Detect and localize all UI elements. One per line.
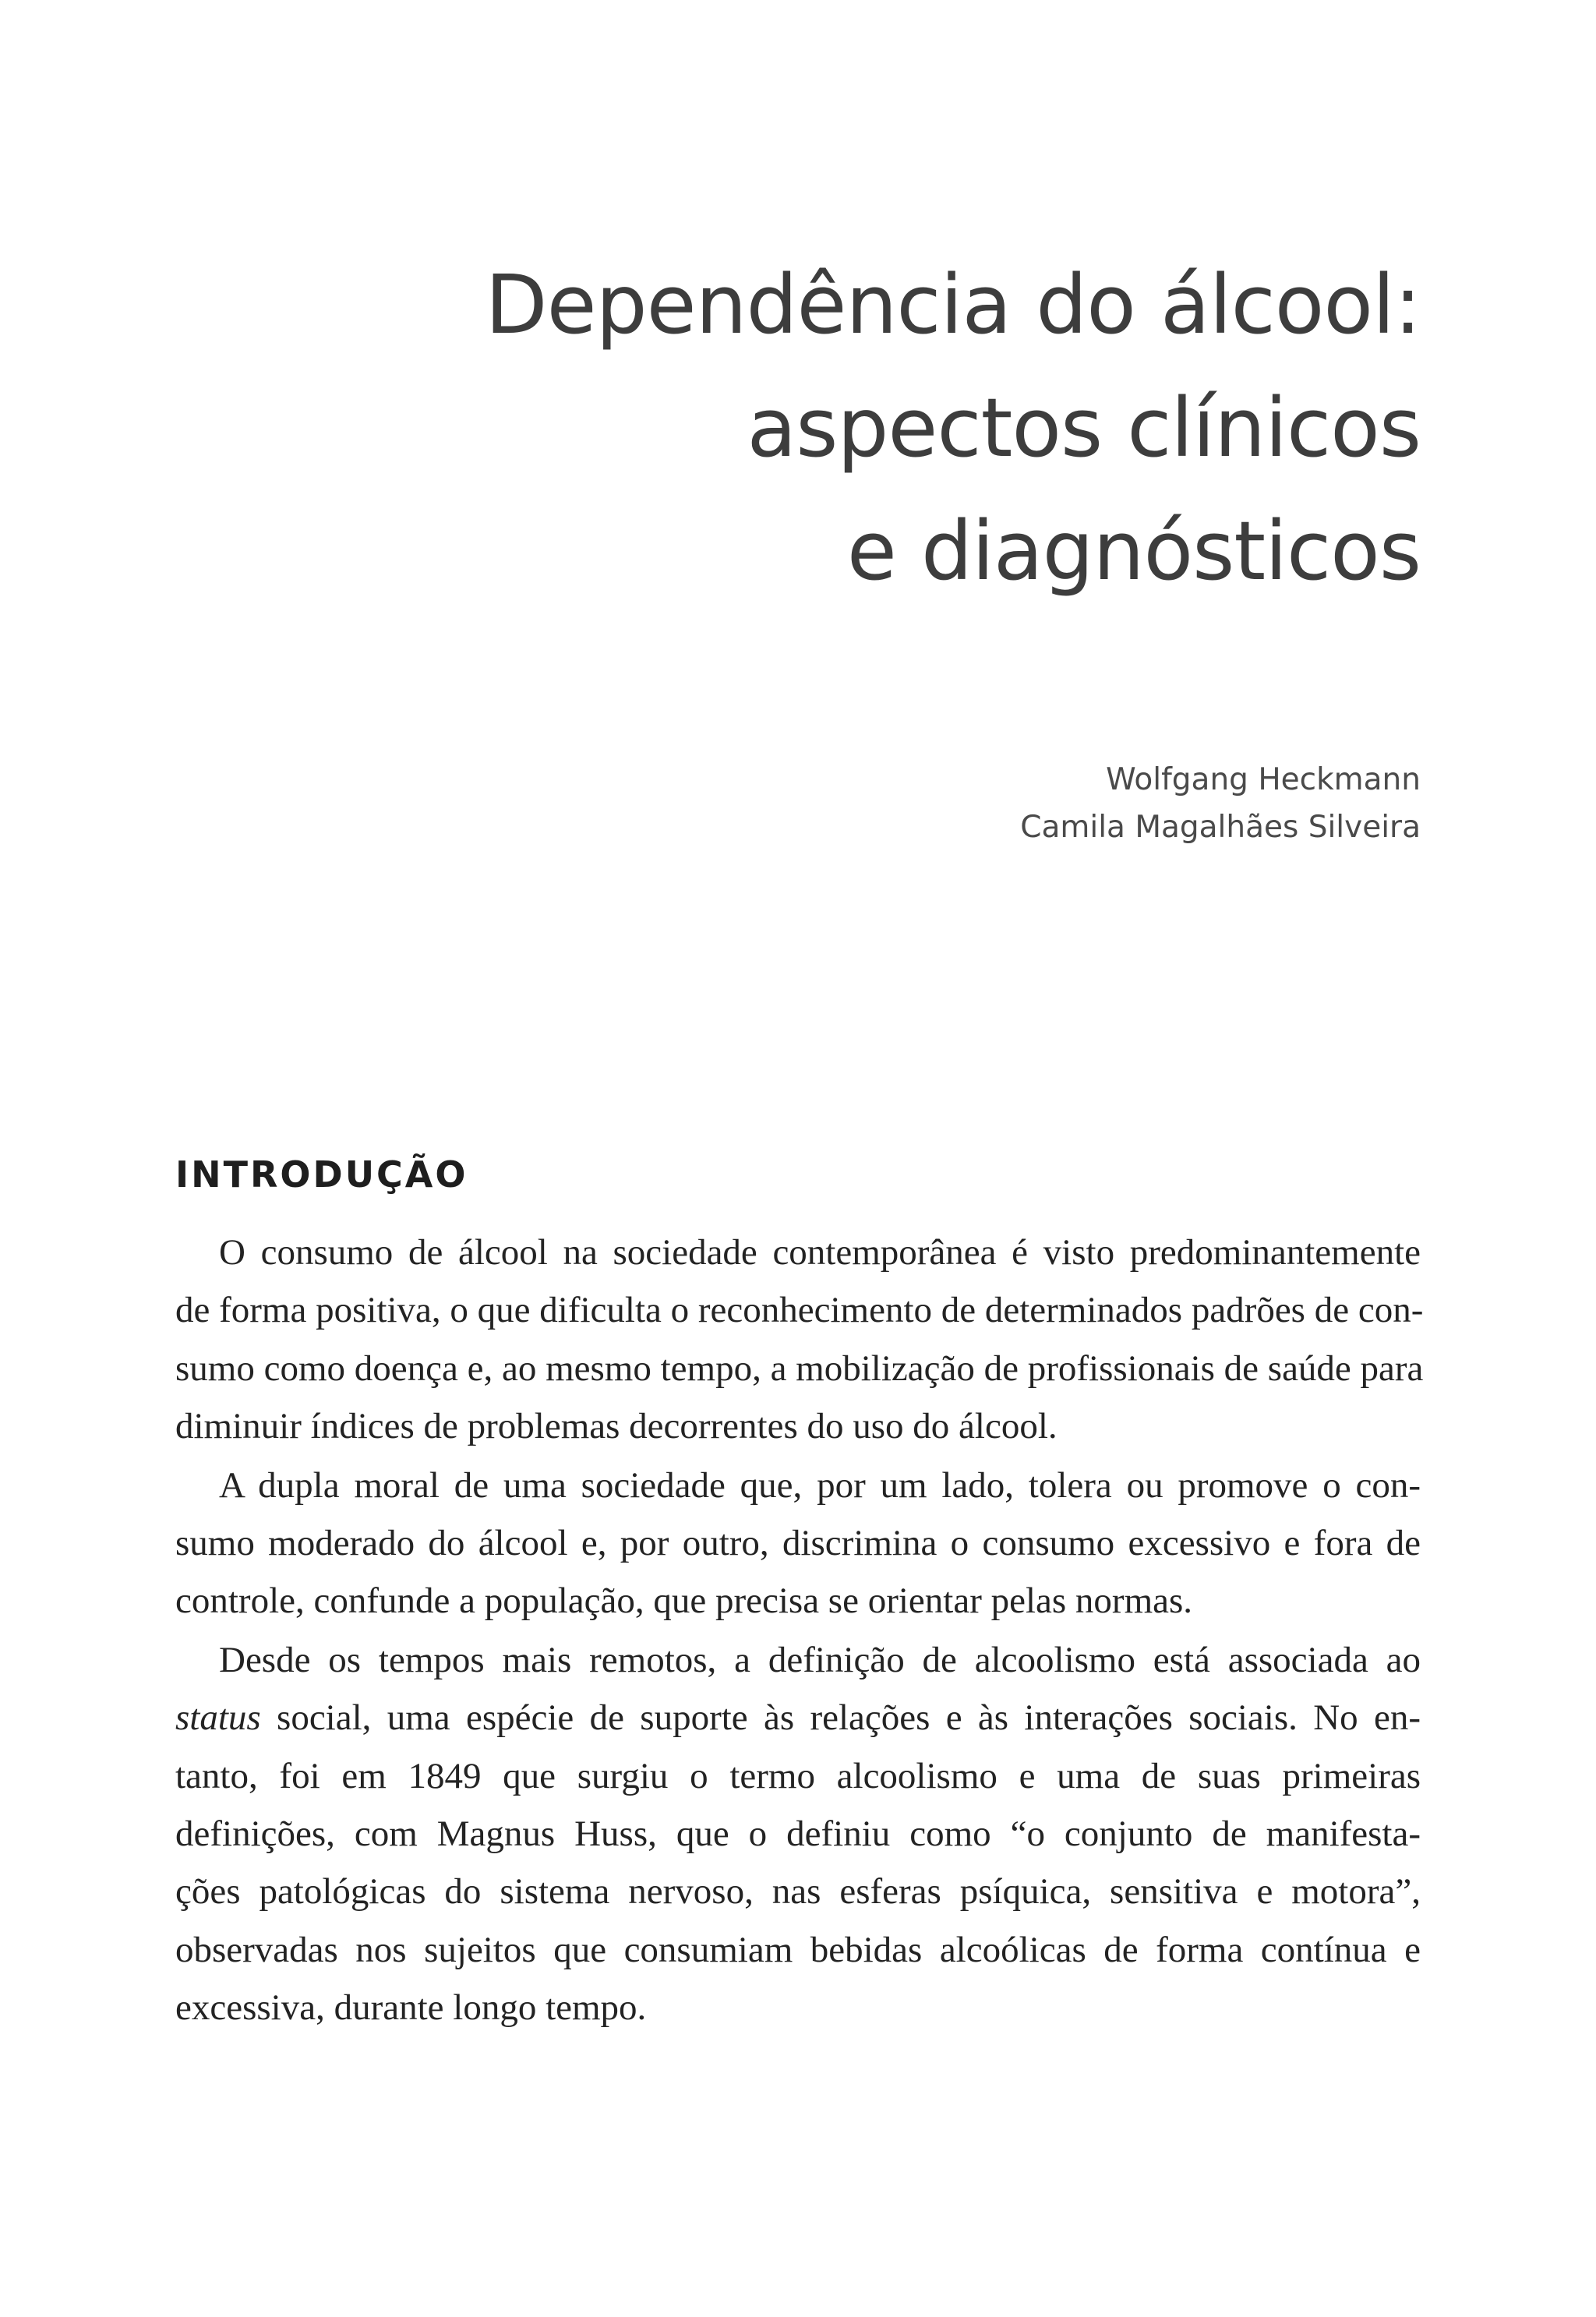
text-line: definições, com Magnus Huss, que o definiu como “o conjunto de manifesta- [175, 1813, 1421, 1854]
text-line: Desde os tempos mais remotos, a definição de alcoolismo está associada ao [219, 1639, 1421, 1680]
text-line [175, 1689, 1421, 1747]
text-line: sumo moderado do álcool e, por outro, discrimina o consumo excessivo e fora de [175, 1522, 1421, 1563]
text-line: tanto, foi em 1849 que surgiu o termo alcoolismo e uma de suas primeiras [175, 1755, 1421, 1796]
author-name: Camila Magalhães Silveira [1020, 810, 1421, 845]
italic-term: status [175, 1697, 261, 1739]
text-line: ções patológicas do sistema nervoso, nas esferas psíquica, sensitiva e motora”, [175, 1871, 1421, 1913]
text-line-rest: social, uma espécie de suporte às relações e às interações sociais. No en- [260, 1697, 1421, 1739]
chapter-authors [719, 756, 1421, 851]
text-line: A dupla moral de uma sociedade que, por um lado, tolera ou promove o con- [219, 1464, 1421, 1506]
chapter-title-line: Dependência do álcool: [485, 257, 1421, 352]
text-line: diminuir índices de problemas decorrentes do uso do álcool. [175, 1406, 1058, 1447]
paragraph [175, 1457, 1421, 1630]
text-line: de forma positiva, o que dificulta o reconhecimento de determinados padrões de con- [175, 1290, 1424, 1331]
section-heading: INTRODUÇÃO [175, 1153, 468, 1196]
chapter-title-line: e diagnósticos [846, 503, 1421, 599]
paragraph [175, 1224, 1424, 1456]
text-line: sumo como doença e, ao mesmo tempo, a mobilização de profissionais de saúde para [175, 1347, 1424, 1389]
paragraph [175, 1631, 1421, 2037]
text-line: observadas nos sujeitos que consumiam bebidas alcoólicas de forma contínua e [175, 1929, 1421, 1970]
body-text [175, 1224, 1424, 2036]
chapter-title [330, 243, 1421, 613]
text-line: O consumo de álcool na sociedade contemporânea é visto predominantemente [219, 1232, 1421, 1273]
text-line: excessiva, durante longo tempo. [175, 1987, 647, 2029]
chapter-title-line: aspectos clínicos [747, 380, 1421, 475]
text-line: controle, confunde a população, que precisa se orientar pelas normas. [175, 1581, 1193, 1622]
author-name: Wolfgang Heckmann [1106, 762, 1421, 797]
